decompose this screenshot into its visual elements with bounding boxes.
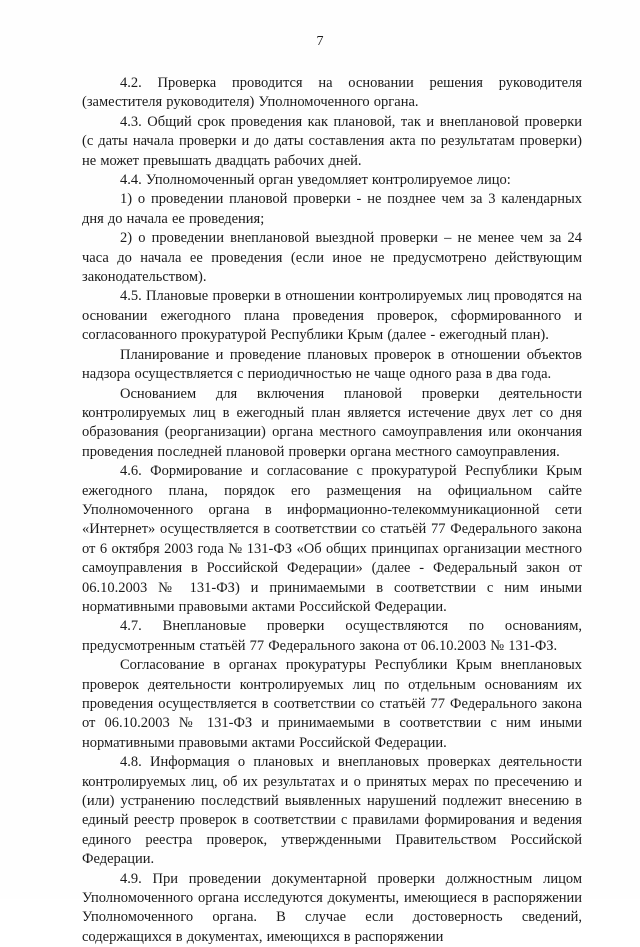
paragraph-4-4: 4.4. Уполномоченный орган уведомляет контролируемое лицо:	[120, 172, 511, 189]
document-body	[82, 74, 582, 947]
paragraph-4-3: 4.3. Общий срок проведения как плановой, так и внеплановой проверки (с даты начала проверки и до даты составления акта по результатам проверки) не может превышать двадцать рабочих дней.	[82, 113, 582, 169]
paragraph-4-8: 4.8. Информация о плановых и внеплановых проверках деятельности контролируемых лиц, об их результатах и о принятых мерах по пресечению и (или) устранению последствий выявленных нарушений подлежит внесению в единый реестр проверок в соответствии с правилами формирования и ведения единого реестра проверок, утвержденными Правительством Российской Федерации.	[82, 754, 582, 868]
paragraph-planning: Планирование и проведение плановых проверок в отношении объектов надзора осуществляется с периодичностью не чаще одного раза в два года.	[82, 346, 582, 383]
paragraph-4-2: 4.2. Проверка проводится на основании решения руководителя (заместителя руководителя) Уполномоченного органа.	[82, 75, 582, 111]
paragraph-grounds: Основанием для включения плановой проверки деятельности контролируемых лиц в ежегодный план является истечение двух лет со дня образования (реорганизации) органа местного самоуправления или окончания проведения последней плановой проверки органа местного самоуправления.	[82, 385, 582, 460]
paragraph-4-9: 4.9. При проведении документарной проверки должностным лицом Уполномоченного органа исследуются документы, имеющиеся в распоряжении Уполномоченного органа. В случае если достоверность сведений, содержащихся в документах, имеющихся в распоряжении	[82, 870, 582, 945]
paragraph-4-6: 4.6. Формирование и согласование с прокуратурой Республики Крым ежегодного плана, порядок его размещения на официальном сайте Уполномоченного органа в информационно-телекоммуникационной сети «Интернет» осуществляется в соответствии со статьёй 77 Федерального закона от 6 октября 2003 года № 131-ФЗ «Об общих принципах организации местного самоуправления в Российской Федерации» (далее - Федеральный закон от 06.10.2003 № 131-ФЗ) и принимаемыми в соответствии с ним иными нормативными правовыми актами Российской Федерации.	[82, 463, 582, 615]
list-item-1: 1) о проведении плановой проверки - не позднее чем за 3 календарных дня до начала ее проведения;	[82, 191, 582, 227]
paragraph-approval: Согласование в органах прокуратуры Республики Крым внеплановых проверок деятельности контролируемых лиц по отдельным основаниям их проведения осуществляется в соответствии со статьёй 77 Федерального закона от 06.10.2003 № 131-ФЗ и принимаемыми в соответствии с ним иными нормативными правовыми актами Российской Федерации.	[82, 657, 582, 751]
page-number: 7	[316, 34, 324, 49]
paragraph-4-7: 4.7. Внеплановые проверки осуществляются по основаниям, предусмотренным статьёй 77 Федерального закона от 06.10.2003 № 131-ФЗ.	[82, 618, 582, 654]
paragraph-4-5: 4.5. Плановые проверки в отношении контролируемых лиц проводятся на основании ежегодного плана проведения проверок, сформированного и согласованного прокуратурой Республики Крым (далее - ежегодный план).	[82, 288, 582, 344]
list-item-2: 2) о проведении внеплановой выездной проверки – не менее чем за 24 часа до начала ее проведения (если иное не предусмотрено действующим законодательством).	[82, 230, 582, 286]
